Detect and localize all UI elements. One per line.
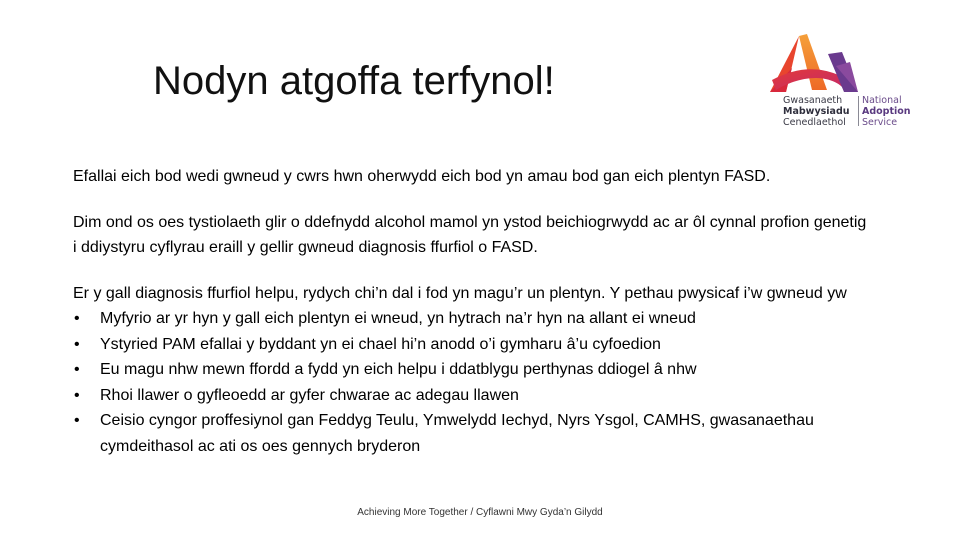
logo-welsh-text [783,95,850,128]
paragraph-3: Er y gall diagnosis ffurfiol helpu, rydych chi’n dal i fod yn magu’r un plentyn. Y pethau pwysicaf i’w gwneud yw [73,284,847,302]
list-item [73,408,873,459]
list-item [73,306,873,332]
bullet-text: Eu magu nhw mewn ffordd a fydd yn eich helpu i ddatblygu perthynas ddiogel â nhw [100,361,697,378]
logo-en-line-3: Service [862,117,898,128]
logo-cy-line-3: Cenedlaethol [783,117,846,128]
bullet-text: Ceisio cyngor proffesiynol gan Feddyg Teulu, Ymwelydd Iechyd, Nyrs Ysgol, CAMHS, gwasanaethau cymdeithasol ac ati os oes gennych bryderon [100,412,814,455]
bullet-marker: • [74,386,80,404]
bullet-marker: • [74,412,80,429]
logo-divider [858,96,859,126]
bullet-marker: • [74,361,80,378]
list-item [73,357,873,383]
logo-en-line-1: National [862,95,902,106]
list-item [73,383,873,409]
bullet-marker: • [74,335,80,353]
bullet-marker: • [74,310,80,327]
paragraph-1: Efallai eich bod wedi gwneud y cwrs hwn oherwydd eich bod yn amau bod gan eich plentyn FASD. [73,168,771,185]
logo-english-text [862,95,911,128]
logo-cy-line-1: Gwasanaeth [783,95,843,106]
slide-body [73,164,873,459]
logo-en-line-2: Adoption [862,106,911,117]
bullet-text: Rhoi llawer o gyfleoedd ar gyfer chwarae ac adegau llawen [100,386,519,404]
bullet-text: Myfyrio ar yr hyn y gall eich plentyn ei wneud, yn hytrach na’r hyn na allant ei wneud [100,310,696,327]
slide-footer: Achieving More Together / Cyflawni Mwy Gyda’n Gilydd [357,507,603,518]
list-item [73,332,873,358]
paragraph-2: Dim ond os oes tystiolaeth glir o ddefnydd alcohol mamol yn ystod beichiogrwydd ac ar ôl cynnal profion genetig i ddiystyru cyflyrau eraill y gellir gwneud diagnosis ffurfiol o FASD. [73,213,867,256]
adoption-logo-mark-icon [766,32,926,94]
logo-cy-line-2: Mabwysiadu [783,106,850,117]
bullet-text: Ystyried PAM efallai y byddant yn ei chael hi’n anodd o’i gymharu â’u cyfoedion [100,335,661,353]
national-adoption-service-logo [766,32,926,130]
bullet-list [73,306,873,459]
slide-title: Nodyn atgoffa terfynol! [153,59,555,103]
